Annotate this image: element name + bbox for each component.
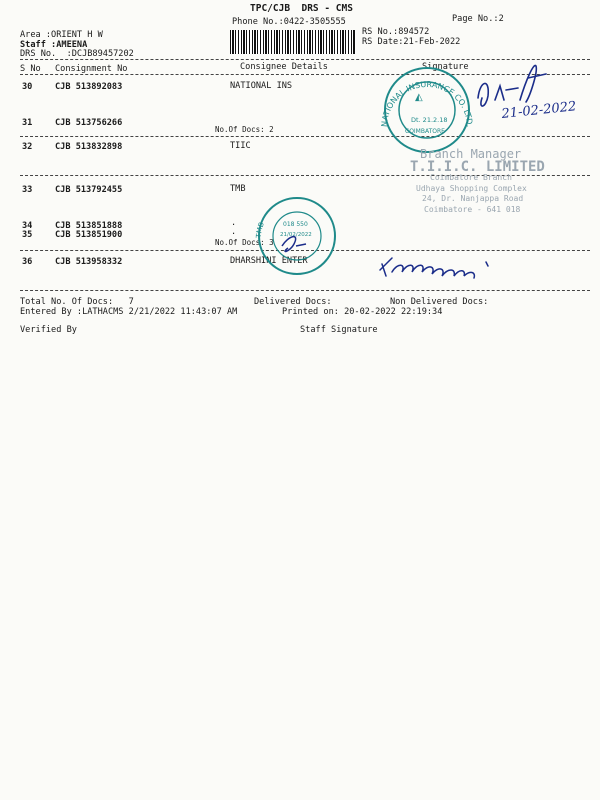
svg-text:TMB [255,221,266,239]
row-consignee: NATIONAL INS [230,81,293,91]
row-dot: . [231,218,237,228]
stamp-ring-text: NATIONAL INSURANCE CO. LTD. [379,79,475,128]
row-sno: 33 [22,185,33,195]
row-consignment: CJB 513756266 [55,118,123,128]
row-doc-count: No.Of Docs: 2 [215,125,274,134]
signature-tmb [282,237,306,252]
doc-title: TPC/CJB DRS - CMS [250,3,353,14]
row-consignment: CJB 513832898 [55,142,123,152]
stamp-city: COIMBATORE [405,128,445,135]
area-label: Area :ORIENT H W [20,30,103,40]
printed-on: Printed on: 20-02-2022 22:19:34 [282,307,443,317]
total-docs: Total No. Of Docs: 7 [20,297,134,307]
col-consignment: Consignment No [55,64,128,74]
tiic-stamp-line: Branch Manager [420,147,522,161]
col-sno: S No [20,64,41,74]
bank-stamp [255,198,335,274]
row-consignment: CJB 513851900 [55,230,123,240]
row-sno: 34 [22,221,33,231]
signature-dharshini [380,258,488,278]
col-consignee: Consignee Details [240,62,328,72]
rs-date: RS Date:21-Feb-2022 [362,37,461,47]
non-delivered-docs: Non Delivered Docs: [390,297,489,307]
stamp-date: Dt. 21.2.18 [411,116,448,124]
verified-by: Verified By [20,325,77,335]
row-sno: 35 [22,230,33,240]
tiic-stamp [410,147,545,214]
row-sno: 32 [22,142,33,152]
svg-text:◭: ◭ [415,92,423,103]
page-number: Page No.:2 [452,14,504,24]
tiic-stamp-line: 24, Dr. Nanjappa Road [422,194,524,203]
row-sno: 36 [22,257,33,267]
row-consignment: CJB 513851888 [55,221,123,231]
row-consignee: TIIC [230,141,251,151]
rs-number: RS No.:894572 [362,27,430,37]
tiic-stamp-line: Coimbatore - 641 018 [424,205,521,214]
row-dot: . [231,227,237,237]
entered-by: Entered By :LATHACMS 2/21/2022 11:43:07 AM [20,307,238,317]
tiic-stamp-line: Coimbatore Branch [430,173,512,182]
row-doc-count: No.Of Docs: 3 [215,238,274,247]
signature-date: 21-02-2022 [500,99,577,122]
row-consignment: CJB 513892083 [55,82,123,92]
staff-signature-label: Staff Signature [300,325,378,335]
signature-national-ins [478,65,546,106]
phone-number: Phone No.:0422-3505555 [232,17,346,27]
drs-number: DRS No. :DCJB89457202 [20,49,134,59]
row-consignment: CJB 513792455 [55,185,123,195]
tiic-stamp-line: Udhaya Shopping Complex [416,184,527,193]
tiic-stamp-line: T.I.I.C. LIMITED [410,159,545,175]
bank-stamp-date: 21/02/2022 [280,232,312,238]
row-sno: 31 [22,118,33,128]
row-consignment: CJB 513958332 [55,257,123,267]
delivered-docs: Delivered Docs: [254,297,332,307]
row-consignee: DHARSHINI ENTER [230,256,308,266]
staff-label: Staff :AMEENA [20,40,88,50]
bank-stamp-code: 018 550 [283,221,308,228]
row-consignee: TMB [230,184,246,194]
bank-stamp-ring: TMB [254,221,266,239]
col-signature: Signature [422,62,469,72]
national-insurance-stamp [380,68,474,152]
row-sno: 30 [22,82,33,92]
